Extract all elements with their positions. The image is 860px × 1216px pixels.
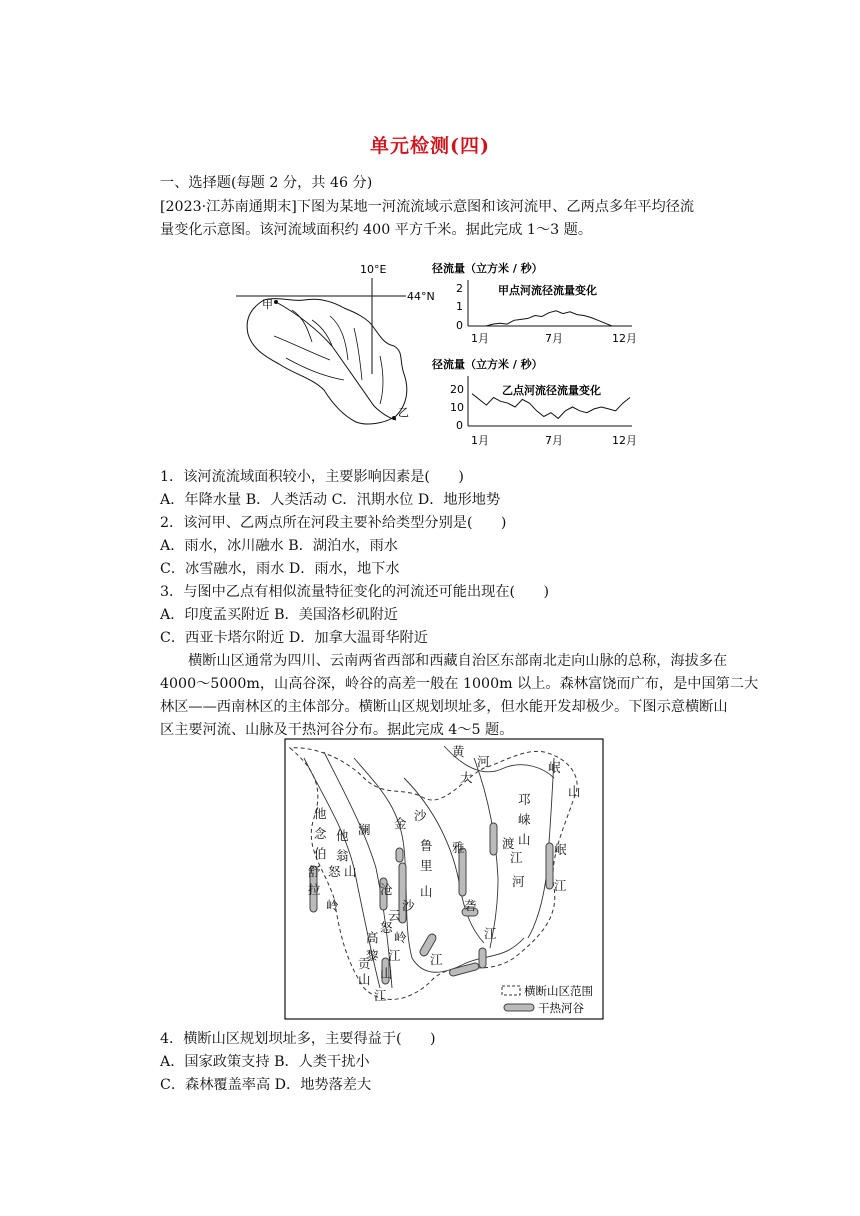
label-nu-2: 怒	[380, 920, 393, 935]
label-ta: 他	[314, 806, 327, 821]
label-shan-4: 山	[420, 884, 433, 899]
label-jin: 金	[394, 816, 407, 831]
label-qiong: 邛	[518, 792, 531, 807]
label-long: 砻	[464, 898, 477, 913]
dry-hot-valley-8	[546, 843, 553, 889]
label-cang: 沧	[380, 882, 393, 897]
label-lai: 崃	[518, 812, 531, 827]
chart-jia	[431, 261, 637, 345]
label-gao: 高	[366, 930, 379, 945]
label-shan-3: 山	[344, 864, 357, 879]
label-nu: 怒	[328, 864, 341, 879]
label-lu: 鲁	[420, 838, 433, 853]
label-weng: 翁	[336, 848, 349, 863]
dry-hot-valley-12	[479, 948, 486, 968]
label-shu: 舒	[308, 864, 321, 879]
chart-jia-ytick-0: 2	[456, 282, 463, 295]
chart-jia-xtick-2: 12月	[612, 332, 637, 345]
lat-label: 44°N	[407, 290, 435, 303]
dry-hot-valley-3	[396, 848, 403, 862]
intro2-line3: 林区——西南林区的主体部分。横断山区规划坝址多，但水能开发却极少。下图示意横断山	[160, 699, 728, 715]
label-shan-6: 山	[380, 966, 393, 981]
page-title: 单元检测(四)	[370, 135, 490, 157]
intro2-line4: 区主要河流、山脉及干热河谷分布。据此完成 4～5 题。	[160, 722, 514, 738]
chart-jia-xtick-1: 7月	[545, 332, 563, 345]
chart-yi-xtick-1: 7月	[545, 434, 563, 447]
label-shan-5: 山	[358, 972, 371, 987]
label-ya: 雅	[452, 840, 465, 855]
legend-valley-label: 干热河谷	[538, 1001, 584, 1015]
label-he-2: 河	[512, 874, 525, 889]
chart-yi-ylabel: 径流量（立方米 / 秒）	[432, 358, 543, 371]
chart-yi-series-line	[472, 394, 630, 419]
river-basin-map	[236, 263, 435, 424]
label-huang: 黄	[452, 744, 465, 759]
question-2-option-1: A．雨水，冰川融水 B．湖泊水，雨水	[160, 538, 398, 554]
label-nian: 念	[314, 826, 327, 841]
question-3-stem: 3．与图中乙点有相似流量特征变化的河流还可能出现在( )	[160, 584, 549, 600]
label-min-1: 岷	[548, 760, 561, 775]
lon-label: 10°E	[360, 263, 387, 276]
chart-yi-ytick-0: 20	[450, 383, 464, 396]
label-ta-2: 他	[336, 828, 349, 843]
legend-valley-swatch	[504, 1004, 534, 1011]
label-gong: 贡	[358, 956, 371, 971]
chart-jia-xtick-0: 1月	[471, 332, 489, 345]
label-jiang-5: 江	[430, 952, 443, 967]
label-jiang-4: 江	[374, 988, 387, 1003]
main-river	[276, 302, 396, 420]
question-2-stem: 2．该河甲、乙两点所在河段主要补给类型分别是( )	[160, 515, 507, 531]
label-ling: 岭	[326, 898, 339, 913]
question-1-option: A．年降水量 B．人类活动 C．汛期水位 D．地形地势	[160, 492, 501, 508]
label-la: 拉	[308, 882, 321, 897]
chart-yi-xtick-2: 12月	[612, 434, 637, 447]
point-jia	[274, 300, 278, 304]
chart-jia-title: 甲点河流径流量变化	[498, 284, 597, 297]
chart-yi-ytick-2: 0	[456, 419, 463, 432]
figure-2-hengduan-map	[284, 738, 604, 1020]
dry-hot-valley-6	[459, 848, 466, 896]
intro2-line1: 横断山区通常为四川、云南两省西部和西藏自治区东部南北走向山脉的总称，海拔多在	[188, 653, 728, 669]
legend-boundary-label: 横断山区范围	[524, 984, 593, 998]
question-1-stem: 1．该河流流域面积较小，主要影响因素是( )	[160, 469, 464, 485]
label-bo: 伯	[314, 846, 327, 861]
section-heading: 一、选择题(每题 2 分，共 46 分)	[160, 175, 373, 191]
intro1-line2: 量变化示意图。该河流域面积约 400 平方千米。据此完成 1～3 题。	[160, 222, 593, 238]
label-shan-2: 山	[518, 832, 531, 847]
label-jiang-6: 江	[510, 850, 523, 865]
intro2-line2: 4000～5000m，山高谷深，岭谷的高差一般在 1000m 以上。森林富饶而广布，是中国第二大	[160, 676, 759, 692]
question-2-option-2: C．冰雪融水，雨水 D．雨水，地下水	[160, 561, 400, 577]
question-3-option-2: C．西亚卡塔尔附近 D．加拿大温哥华附近	[160, 630, 428, 646]
label-jiang-1: 江	[484, 926, 497, 941]
dry-hot-valley-7	[490, 823, 497, 855]
label-he: 河	[477, 754, 490, 769]
label-yun: 云	[388, 908, 401, 923]
chart-yi-ytick-1: 10	[450, 401, 464, 414]
chart-yi-xtick-0: 1月	[471, 434, 489, 447]
label-lan: 澜	[358, 822, 371, 837]
label-jiang-3: 江	[388, 948, 401, 963]
chart-yi	[431, 357, 637, 447]
point-jia-label: 甲	[262, 298, 273, 311]
question-4-stem: 4．横断山区规划坝址多，主要得益于( )	[160, 1031, 436, 1047]
figure-1	[234, 256, 654, 456]
label-li: 里	[420, 858, 433, 873]
label-li-2: 黎	[366, 948, 379, 963]
basin-boundary	[247, 299, 407, 424]
chart-jia-ylabel: 径流量（立方米 / 秒）	[432, 262, 543, 275]
label-jiang-2: 江	[554, 878, 567, 893]
question-3-option-1: A．印度孟买附近 B．美国洛杉矶附近	[160, 607, 398, 623]
label-du: 渡	[502, 836, 515, 851]
chart-yi-title: 乙点河流径流量变化	[502, 384, 601, 397]
label-sha-2: 沙	[402, 898, 415, 913]
intro1-line1: [2023·江苏南通期末]下图为某地一河流流域示意图和该河流甲、乙两点多年平均径流	[160, 199, 695, 215]
point-yi-label: 乙	[398, 406, 409, 419]
question-4-option-2: C．森林覆盖率高 D．地势落差大	[160, 1077, 372, 1093]
chart-jia-ytick-2: 0	[456, 319, 463, 332]
label-ling-2: 岭	[394, 930, 407, 945]
point-yi	[392, 416, 396, 420]
chart-jia-ytick-1: 1	[456, 300, 463, 313]
label-sha: 沙	[414, 808, 427, 823]
label-min-2: 岷	[554, 842, 567, 857]
chart-jia-series-line	[472, 311, 612, 326]
label-da: 大	[460, 770, 473, 785]
label-shan-1: 山	[568, 784, 581, 799]
question-4-option-1: A．国家政策支持 B．人类干扰小	[160, 1054, 370, 1070]
